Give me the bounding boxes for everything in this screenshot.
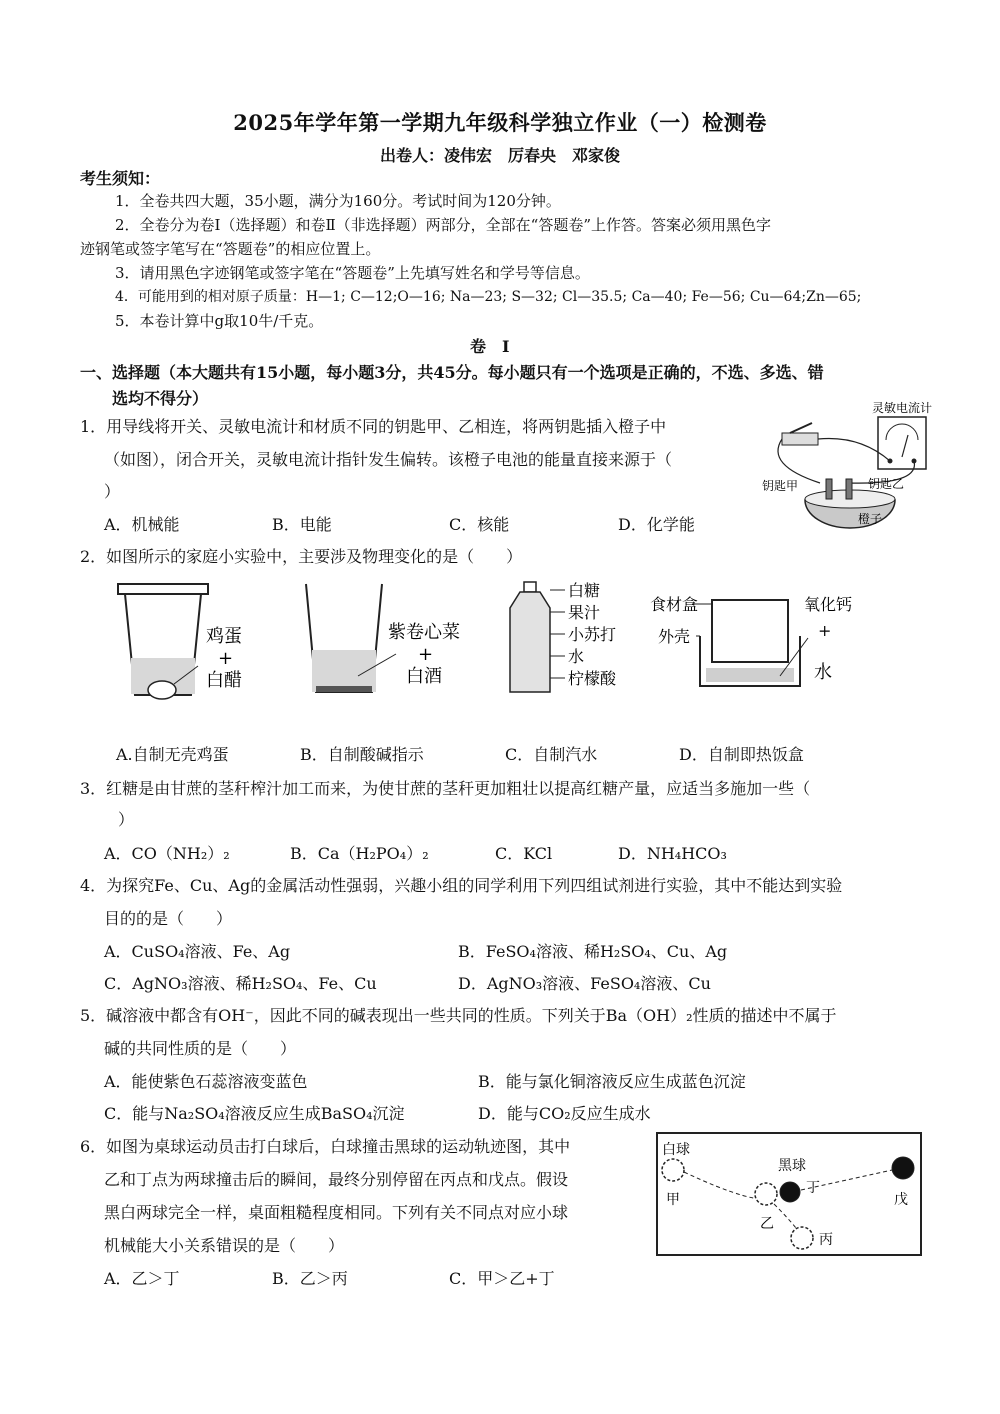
key-a-label: 钥匙甲 [762,479,799,493]
q3-stem: ） [118,810,135,829]
billiard-figure [656,1132,924,1258]
point-label: 丙 [819,1232,833,1248]
galvanometer-label: 灵敏电流计 [872,401,933,415]
q6-stem: 6．如图为桌球运动员击打白球后，白球撞击黑球的运动轨迹图，其中 [80,1137,571,1156]
fig-c-label: 果汁 [568,603,601,622]
q2-figures [110,580,860,705]
fig-b-label: 白酒 [406,666,442,687]
notice-item: 4．可能用到的相对原子质量：H—1; C—12;O—16; Na—23; S—32; Cl—35.5; Ca—40; Fe—56; Cu—64;Zn—65; [115,289,862,305]
q3-option-b[interactable]: B．Ca（H₂PO₄）₂ [290,844,429,863]
white-ball-jia [662,1159,684,1181]
orange-battery-figure [760,395,940,535]
fig-d-label: 食材盒 [650,595,699,614]
q2-option-a[interactable]: A.自制无壳鸡蛋 [116,745,229,764]
q1-option-b[interactable]: B．电能 [272,515,332,534]
fig-b-label: + [418,644,434,665]
fig-a-label: + [218,648,234,669]
black-ball-label: 黑球 [778,1158,806,1174]
switch [782,433,818,445]
cup-cabbage-figure [306,584,460,692]
q2-option-b[interactable]: B．自制酸碱指示 [300,745,424,764]
q6-option-a[interactable]: A．乙＞丁 [104,1269,180,1288]
q2-option-c[interactable]: C．自制汽水 [505,745,598,764]
q5-stem: 5．碱溶液中都含有OH⁻，因此不同的碱表现出一些共同的性质。下列关于Ba（OH）₂性质的描述中不属于 [80,1006,837,1025]
q1-option-d[interactable]: D．化学能 [618,515,695,534]
q5-option-c[interactable]: C．能与Na₂SO₄溶液反应生成BaSO₄沉淀 [104,1104,405,1123]
q6-stem: 乙和丁点为两球撞击后的瞬间，最终分别停留在丙点和戊点。假设 [104,1170,569,1189]
q3-option-c[interactable]: C．KCl [495,844,553,863]
black-ball-wu [892,1157,914,1179]
q5-option-b[interactable]: B．能与氯化铜溶液反应生成蓝色沉淀 [478,1072,746,1091]
fig-d-label: 水 [814,662,832,683]
q5-option-d[interactable]: D．能与CO₂反应生成水 [478,1104,651,1123]
q1-option-a[interactable]: A．机械能 [104,515,180,534]
q1-stem: （如图），闭合开关，灵敏电流计指针发生偏转。该橙子电池的能量直接来源于（ [104,450,673,469]
q6-option-c[interactable]: C．甲＞乙+丁 [449,1269,555,1288]
point-label: 乙 [760,1216,774,1232]
q4-stem: 4．为探究Fe、Cu、Ag的金属活动性强弱，兴趣小组的同学利用下列四组试剂进行实验，其中不能达到实验 [80,876,843,895]
q4-option-a[interactable]: A．CuSO₄溶液、Fe、Ag [104,942,291,961]
notice-item: 1．全卷共四大题，35小题，满分为160分。考试时间为120分钟。 [115,192,561,210]
fig-c-label: 柠檬酸 [568,669,617,688]
q3-option-d[interactable]: D．NH₄HCO₃ [618,844,727,863]
key-b-label: 钥匙乙 [868,477,905,491]
q6-stem: 黑白两球完全一样，桌面粗糙程度相同。下列有关不同点对应小球 [104,1203,569,1222]
part1-heading-cont: 选均不得分） [112,389,209,408]
fig-d-label: + [818,621,832,640]
q5-option-a[interactable]: A．能使紫色石蕊溶液变蓝色 [104,1072,308,1091]
point-label: 戊 [894,1192,908,1208]
part1-heading: 一、选择题（本大题共有15小题，每小题3分，共45分。每小题只有一个选项是正确的，不选、多选、错 [80,363,824,382]
q4-option-c[interactable]: C．AgNO₃溶液、稀H₂SO₄、Fe、Cu [104,974,377,993]
q2-stem: 2．如图所示的家庭小实验中，主要涉及物理变化的是（ ） [80,547,523,566]
cup-egg-figure [118,584,242,699]
q1-stem: ） [104,482,121,501]
point-label: 丁 [806,1180,820,1196]
black-ball-ding [780,1182,800,1202]
q6-stem: 机械能大小关系错误的是（ ） [104,1236,345,1255]
page-title: 2025年学年第一学期九年级科学独立作业（一）检测卷 [233,110,767,135]
fig-a-label: 白醋 [206,670,242,691]
fig-c-label: 小苏打 [568,625,617,644]
fig-d-label: 氧化钙 [804,595,853,614]
notice-item: 3．请用黑色字迹钢笔或签字笔在“答题卷”上先填写姓名和学号等信息。 [115,264,590,282]
fig-c-label: 水 [568,647,585,666]
section-title: 卷 Ⅰ [470,337,510,356]
galvanometer [878,417,926,469]
bottle-figure [510,581,617,692]
notice-item: 5．本卷计算中g取10牛/千克。 [115,312,324,330]
q3-stem: 3．红糖是由甘蔗的茎秆榨汁加工而来，为使甘蔗的茎秆更加粗壮以提高红糖产量，应适当多施加一些（ [80,779,811,798]
white-ball-label: 白球 [662,1142,690,1158]
white-ball-bing [791,1227,813,1249]
notice-heading: 考生须知： [80,169,161,188]
white-ball-yi [755,1183,777,1205]
q4-option-d[interactable]: D．AgNO₃溶液、FeSO₄溶液、Cu [458,974,711,993]
fig-a-label: 鸡蛋 [206,626,242,647]
q1-option-c[interactable]: C．核能 [449,515,510,534]
egg [148,681,176,699]
fig-d-label: 外壳 [658,627,691,646]
q6-option-b[interactable]: B．乙＞丙 [272,1269,348,1288]
heating-box-figure [650,595,852,686]
fig-c-label: 白糖 [568,581,601,600]
fig-b-label: 紫卷心菜 [388,622,460,643]
notice-item: 迹钢笔或签字笔写在“答题卷”的相应位置上。 [80,240,381,258]
orange-label: 橙子 [858,512,883,526]
q5-stem: 碱的共同性质的是（ ） [104,1039,297,1058]
q4-stem: 目的的是（ ） [104,909,233,928]
q1-stem: 1．用导线将开关、灵敏电流计和材质不同的钥匙甲、乙相连，将两钥匙插入橙子中 [80,417,667,436]
q2-option-d[interactable]: D．自制即热饭盒 [679,745,804,764]
q4-option-b[interactable]: B．FeSO₄溶液、稀H₂SO₄、Cu、Ag [458,942,728,961]
q3-option-a[interactable]: A．CO（NH₂）₂ [104,844,230,863]
notice-item: 2．全卷分为卷Ⅰ（选择题）和卷Ⅱ（非选择题）两部分，全部在“答题卷”上作答。答案必须用黑色字 [115,216,772,234]
point-label: 甲 [666,1192,680,1208]
authors: 出卷人：凌伟宏 厉春央 邓家俊 [379,146,620,165]
